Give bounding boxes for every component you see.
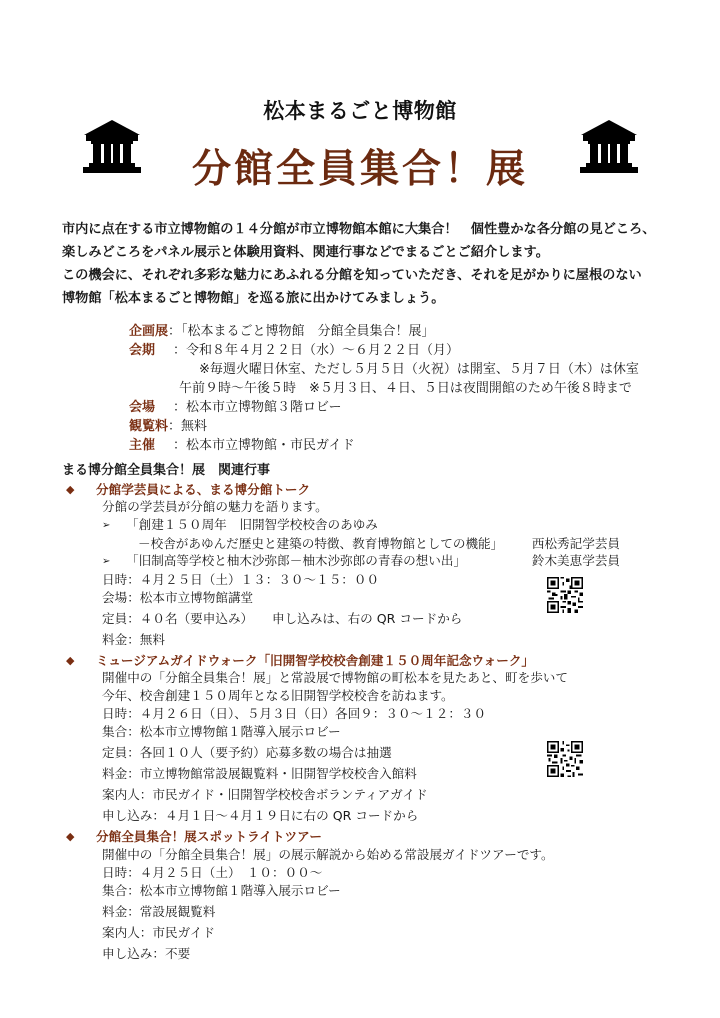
info-label: 観覧料 xyxy=(129,419,169,434)
intro-line: 楽しみどころをパネル展示と体験用資料、関連行事などでまるごとご紹介します。 xyxy=(62,245,549,260)
event-title: ◆ ミュージアムガイドウォーク「旧開智学校校舎創建１５０周年記念ウォーク」 xyxy=(66,652,535,668)
event-apply: 申し込み：不要 xyxy=(102,945,191,961)
event-datetime: 日時：４月２６日（日）、５月３日（日）各回９：３０～１２：３０ xyxy=(102,706,487,721)
arrow-bullet-icon: ➢ xyxy=(102,556,111,567)
talk-item: ➢ 「旧制高等学校と柚木沙弥郎－柚木沙弥郎の青春の想い出」 鈴木美恵学芸員 xyxy=(102,552,672,571)
info-row-host xyxy=(129,436,639,455)
talk-item: ➢ 「創建１５０周年 旧開智学校校舎のあゆみ xyxy=(102,516,672,535)
info-value: ：令和８年４月２２日（水）～６月２２日（月） xyxy=(173,343,460,358)
info-row-venue xyxy=(129,398,639,417)
event-apply: 申し込み：４月１日～４月１９日に右の QR コードから xyxy=(102,808,419,823)
event-desc: 分館の学芸員が分館の魅力を語ります。 xyxy=(102,499,328,514)
event-body xyxy=(62,498,672,652)
info-label: 会期 xyxy=(129,343,156,358)
events-heading: まる博分館全員集合！展 関連行事 xyxy=(62,463,271,478)
event-meet: 集合：松本市立博物館１階導入展示ロビー xyxy=(102,724,341,739)
period-note: ※毎週火曜日休室、ただし５月５日（火祝）は開室、５月７日（木）は休室 xyxy=(199,362,639,377)
info-label: 企画展 xyxy=(129,324,169,339)
qr-code-talk[interactable] xyxy=(547,577,583,613)
related-events xyxy=(62,462,672,966)
exhibition-title: 分館全員集合！展 xyxy=(191,147,528,192)
event-meet: 集合：松本市立博物館１階導入展示ロビー xyxy=(102,882,341,898)
qr-code-walk[interactable] xyxy=(547,741,583,777)
intro-line: 博物館「松本まるごと博物館」を巡る旅に出かけてみましょう。 xyxy=(62,291,445,306)
diamond-bullet-icon: ◆ xyxy=(66,830,75,843)
event-desc: 開催中の「分館全員集合！展」と常設展で博物館の町松本を見たあと、町を歩いて xyxy=(102,670,568,685)
event-body xyxy=(62,846,672,966)
info-row-period xyxy=(129,341,639,360)
info-label: 主催 xyxy=(129,438,156,453)
info-value: ：松本市立博物館・市民ガイド xyxy=(173,438,355,453)
info-value: ：「松本まるごと博物館 分館全員集合！展」 xyxy=(168,324,435,339)
info-value: ：松本市立博物館３階ロビー xyxy=(173,400,342,415)
talk-item-cont: －校舎があゆんだ歴史と建築の特徴、教育博物館としての機能」 西松秀記学芸員 xyxy=(102,535,672,553)
event-title: ◆ 分館全員集合！展スポットライトツアー xyxy=(66,829,322,844)
intro-line: 市内に点在する市立博物館の１４分館が市立博物館本館に大集合！ 個性豊かな各分館の見どころ、 xyxy=(62,222,656,237)
event-guide: 案内人：市民ガイド・旧開智学校校舎ボランティアガイド xyxy=(102,787,428,802)
event-datetime: 日時：４月２５日（土）１３：３０～１５：００ xyxy=(102,571,380,587)
info-value: ：無料 xyxy=(168,419,208,434)
diamond-bullet-icon: ◆ xyxy=(66,482,75,496)
speaker: 鈴木美恵学芸員 xyxy=(531,553,620,568)
museum-name: 松本まるごと博物館 xyxy=(263,99,457,123)
event-capacity: 定員：４０名（要申込み） 申し込みは、右の QR コードから xyxy=(102,610,463,626)
intro-paragraph xyxy=(62,218,672,310)
event-datetime: 日時：４月２５日（土） １０：００～ xyxy=(102,864,323,880)
event-capacity: 定員：各回１０人（要予約）応募多数の場合は抽選 xyxy=(102,745,392,760)
speaker: 西松秀記学芸員 xyxy=(531,535,620,551)
event-fee: 料金：常設展観覧料 xyxy=(102,903,216,919)
event-guide: 案内人：市民ガイド xyxy=(102,924,215,940)
museum-icon xyxy=(577,118,641,174)
diamond-bullet-icon: ◆ xyxy=(66,653,75,667)
event-fee: 料金：無料 xyxy=(102,631,165,647)
museum-icon xyxy=(80,118,144,174)
arrow-bullet-icon: ➢ xyxy=(102,520,111,531)
event-desc: 今年、校舎創建１５０周年となる旧開智学校校舎を訪ねます。 xyxy=(102,688,454,703)
event-fee: 料金：市立博物館常設展観覧料・旧開智学校校舎入館料 xyxy=(102,766,417,781)
info-row-fee xyxy=(129,417,639,436)
event-place: 会場：松本市立博物館講堂 xyxy=(102,589,254,605)
exhibition-info xyxy=(129,322,639,455)
info-row-exhibition xyxy=(129,322,639,341)
info-label: 会場 xyxy=(129,400,156,415)
event-title: ◆ 分館学芸員による、まる博分館トーク xyxy=(66,481,311,497)
intro-line: この機会に、それぞれ多彩な魅力にあふれる分館を知っていただき、それを足がかりに屋根のない xyxy=(62,268,642,283)
event-desc: 開催中の「分館全員集合！展」の展示解説から始める常設展ガイドツアーです。 xyxy=(102,846,554,862)
hours-note: 午前９時～午後５時 ※５月３日、４日、５日は夜間開館のため午後８時まで xyxy=(179,381,632,396)
